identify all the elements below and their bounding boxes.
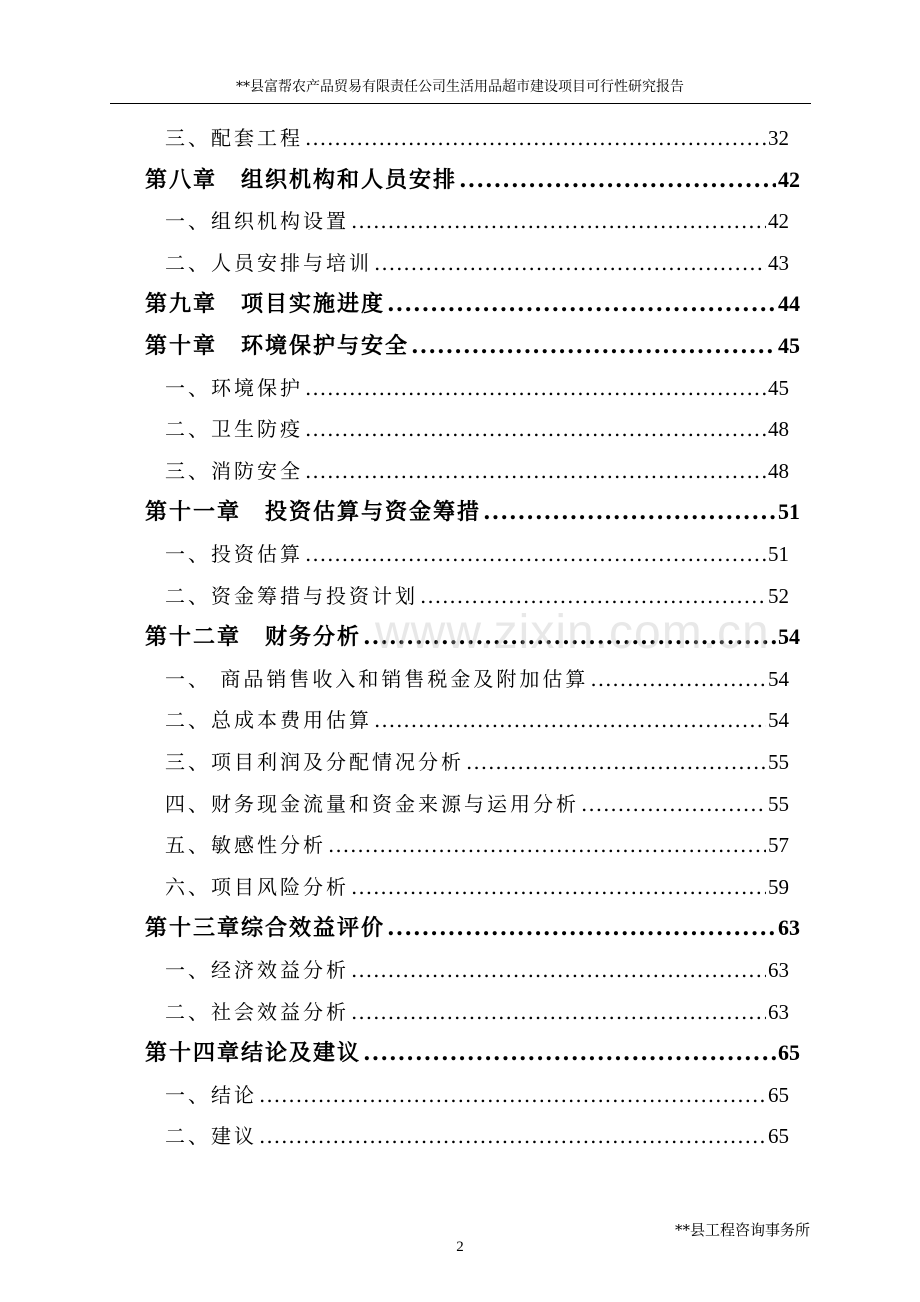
toc-chapter-entry[interactable] xyxy=(145,1037,800,1069)
toc-section-entry[interactable] xyxy=(165,247,789,279)
toc-entry-page: 48 xyxy=(768,458,789,483)
toc-entry-page: 52 xyxy=(768,583,789,608)
toc-dot-leader xyxy=(305,538,766,570)
toc-entry-title: 一、组织机构设置 xyxy=(165,209,349,234)
toc-entry-page: 54 xyxy=(768,708,789,733)
toc-entry-title: 三、配套工程 xyxy=(165,126,303,150)
toc-dot-leader xyxy=(466,746,766,778)
toc-chapter-entry[interactable] xyxy=(145,912,800,944)
toc-entry-page: 54 xyxy=(768,666,789,691)
header-divider xyxy=(110,103,811,104)
toc-entry-page: 63 xyxy=(768,999,789,1024)
toc-section-entry[interactable] xyxy=(165,413,789,445)
toc-entry-title: 四、财务现金流量和资金来源与运用分析 xyxy=(165,791,579,816)
toc-entry-page: 43 xyxy=(768,250,789,275)
toc-entry-title: 一、环境保护 xyxy=(165,375,303,400)
toc-entry-page: 42 xyxy=(768,209,789,234)
toc-section-entry[interactable] xyxy=(165,788,789,820)
toc-section-entry[interactable] xyxy=(165,746,789,778)
toc-dot-leader xyxy=(328,829,766,861)
toc-entry-title: 一、 商品销售收入和销售税金及附加估算 xyxy=(165,666,589,691)
toc-entry-page: 65 xyxy=(768,1124,789,1149)
toc-entry-title: 第八章 组织机构和人员安排 xyxy=(145,166,458,193)
toc-dot-leader xyxy=(387,288,776,320)
toc-section-entry[interactable] xyxy=(165,663,789,695)
toc-section-entry[interactable] xyxy=(165,1079,789,1111)
toc-entry-page: 57 xyxy=(768,833,789,858)
toc-entry-title: 第九章 项目实施进度 xyxy=(145,291,386,318)
toc-entry-page: 65 xyxy=(768,1082,789,1107)
toc-entry-title: 第十章 环境保护与安全 xyxy=(145,333,410,359)
toc-dot-leader xyxy=(581,788,766,820)
toc-chapter-entry[interactable] xyxy=(145,164,800,196)
toc-entry-title: 一、结论 xyxy=(165,1082,257,1107)
toc-dot-leader xyxy=(305,122,766,154)
toc-dot-leader xyxy=(351,871,766,903)
toc-dot-leader xyxy=(374,704,766,736)
page-number: 2 xyxy=(456,1239,464,1255)
toc-entry-title: 第十一章 投资估算与资金筹措 xyxy=(145,499,482,526)
toc-chapter-entry[interactable] xyxy=(145,288,800,320)
toc-dot-leader xyxy=(590,663,766,695)
toc-dot-leader xyxy=(351,205,766,237)
toc-dot-leader xyxy=(351,996,766,1028)
toc-section-entry[interactable] xyxy=(165,538,789,570)
toc-dot-leader xyxy=(259,1079,766,1111)
toc-entry-page: 48 xyxy=(768,417,789,442)
toc-entry-page: 45 xyxy=(768,375,789,400)
toc-dot-leader xyxy=(411,330,776,362)
toc-dot-leader xyxy=(305,413,766,445)
toc-section-entry[interactable] xyxy=(165,205,789,237)
toc-section-entry[interactable] xyxy=(165,954,789,986)
toc-chapter-entry[interactable] xyxy=(145,330,800,362)
toc-section-entry[interactable] xyxy=(165,704,789,736)
toc-entry-title: 六、项目风险分析 xyxy=(165,874,349,899)
toc-entry-page: 54 xyxy=(778,624,800,650)
toc-section-entry[interactable] xyxy=(165,829,789,861)
toc-dot-leader xyxy=(483,496,776,528)
toc-dot-leader xyxy=(305,372,766,404)
toc-entry-page: 63 xyxy=(768,958,789,982)
toc-entry-title: 二、资金筹措与投资计划 xyxy=(165,583,418,608)
toc-entry-page: 59 xyxy=(768,874,789,899)
toc-section-entry[interactable] xyxy=(165,455,789,487)
toc-entry-title: 第十二章 财务分析 xyxy=(145,624,362,651)
toc-section-entry[interactable] xyxy=(165,871,789,903)
toc-entry-page: 32 xyxy=(768,126,789,150)
toc-entry-page: 42 xyxy=(778,166,800,192)
toc-chapter-entry[interactable] xyxy=(145,496,800,528)
toc-entry-page: 51 xyxy=(768,542,789,566)
toc-entry-page: 55 xyxy=(768,750,789,774)
toc-dot-leader xyxy=(305,455,766,487)
toc-section-entry[interactable] xyxy=(165,372,789,404)
toc-entry-title: 第十四章结论及建议 xyxy=(145,1040,362,1067)
watermark: www.zixin.com.cn xyxy=(375,606,770,659)
toc-dot-leader xyxy=(363,1037,776,1069)
toc-entry-page: 63 xyxy=(778,915,800,941)
toc-entry-page: 65 xyxy=(778,1040,800,1066)
toc-dot-leader xyxy=(459,164,776,196)
toc-entry-title: 三、消防安全 xyxy=(165,458,303,483)
toc-entry-page: 45 xyxy=(778,333,800,358)
toc-entry-title: 五、敏感性分析 xyxy=(165,833,326,858)
toc-dot-leader xyxy=(259,1120,766,1152)
toc-entry-title: 二、社会效益分析 xyxy=(165,999,349,1024)
toc-section-entry[interactable] xyxy=(165,996,789,1028)
toc-entry-page: 55 xyxy=(768,791,789,816)
toc-dot-leader xyxy=(374,247,766,279)
page-header: **县富帮农产品贸易有限责任公司生活用品超市建设项目可行性研究报告 xyxy=(236,79,684,95)
toc-entry-title: 二、总成本费用估算 xyxy=(165,708,372,733)
toc-entry-page: 44 xyxy=(778,291,800,317)
toc-entry-title: 一、经济效益分析 xyxy=(165,958,349,982)
toc-entry-title: 二、卫生防疫 xyxy=(165,417,303,442)
toc-dot-leader xyxy=(387,912,776,944)
toc-entry-title: 三、项目利润及分配情况分析 xyxy=(165,750,464,774)
toc-section-entry[interactable] xyxy=(165,122,789,154)
footer-organization: **县工程咨询事务所 xyxy=(674,1221,810,1239)
toc-entry-title: 二、建议 xyxy=(165,1124,257,1149)
toc-section-entry[interactable] xyxy=(165,1120,789,1152)
toc-entry-page: 51 xyxy=(778,499,800,525)
toc-dot-leader xyxy=(351,954,766,986)
toc-entry-title: 二、人员安排与培训 xyxy=(165,250,372,275)
toc-entry-title: 一、投资估算 xyxy=(165,542,303,566)
toc-entry-title: 第十三章综合效益评价 xyxy=(145,915,386,942)
